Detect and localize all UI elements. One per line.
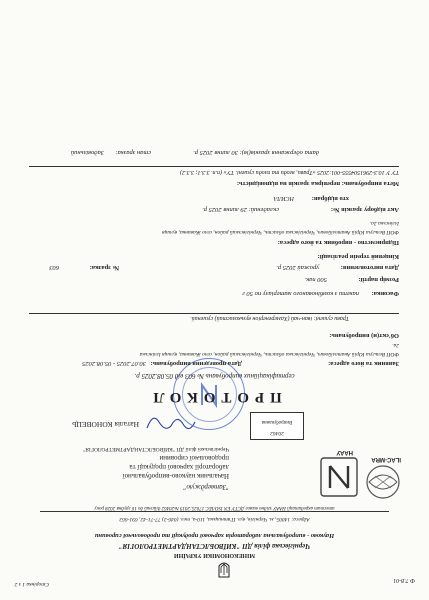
form-code: Ф 7.8-01: [393, 577, 415, 583]
applicant-line-2: 2а.: [392, 342, 399, 348]
object-underline: [29, 313, 399, 314]
sampled-by-label: хто відібрав:: [311, 195, 349, 202]
receipt-date: дата одержання зразків(ів): 30 липня 2025 р.: [193, 149, 319, 156]
sample-number-value: 603: [49, 264, 59, 271]
producer-line-2: Іллінська 2а.: [369, 220, 399, 226]
sampled-by-value: НСИЛА: [273, 195, 294, 201]
object-value: Трави сушені: іван-чай (Хамеренеріон вузьколистий) сушений.: [190, 315, 349, 321]
producer-line-1: ФОП Вельгуш Юрій Анатолійович, Чернігівська область, Чернігівський район, село Жавинка, вулиця: [162, 229, 399, 235]
stamp-box-label: Випробування: [261, 419, 293, 424]
lab-name: Науково - випробувальна лабораторія харчової продукції та продовольчої сировини: [94, 532, 335, 539]
packaging-label: Фасовка:: [371, 290, 399, 297]
doc-title: ПРОТОКОЛ: [147, 389, 282, 405]
emblem-icon: [217, 559, 231, 579]
page-number: Сторінка 1 з 2: [14, 581, 49, 587]
purpose-underline: [29, 166, 399, 167]
ministry-name: МІНЕКОНОМІКИ УКРАЇНИ: [173, 552, 256, 558]
branch-name: Чернігівська філія ДП "КИЇВОБЛСТАНДАРТМЕТРОЛОГІЯ": [118, 542, 311, 550]
approve-line-4: Чернігівської філії ДП "КИЇВОБЛСТАНДАРТМЕТРОЛОГІЯ": [83, 446, 229, 452]
producer-label: Підприємство - виробник та його адреса:: [277, 239, 399, 246]
accreditation-stamp-box: [250, 412, 304, 440]
packaging-value: пакети з комбінованого матеріалу по 50 г: [242, 290, 359, 297]
naau-logo: НААУ: [315, 448, 359, 498]
sample-state-value: Задовільний: [70, 149, 104, 156]
purpose-value: ТУ У 10.3-2961504555-001:2025 «Трави, ягоди та плоди сушені. ТУ» (п.п. 3.3.1; 3.3.2): [180, 169, 399, 175]
manufacture-date-label: Дата виготовлення:: [340, 264, 399, 271]
batch-value: 500 пак.: [304, 276, 327, 283]
header-divider: [40, 511, 389, 512]
doc-number: сертифікаційних випробувань № 603 від 05.08.2025 р.: [134, 372, 295, 380]
lab-address: Адреса: 14005, м. Чернігів, вул. П'ятницька, 110-а, тел. (046-2) 77-71-42, 691-663: [119, 516, 310, 522]
test-dates-label: Дата проведення випробувань:: [150, 360, 242, 367]
approve-line-1: Начальник науково-випробувальної: [122, 472, 229, 480]
approve-title: "Затверджую": [183, 483, 229, 491]
sample-number-label: № зразка:: [89, 264, 119, 271]
test-dates-value: 30.07.2025 - 05.08.2025: [82, 360, 146, 367]
batch-label: Розмір партії:: [358, 276, 399, 283]
manufacture-date-value: урожай 2025 р.: [276, 264, 319, 271]
stamp-box-number: 20462: [270, 430, 284, 436]
approve-line-2: лабораторії харчової продукції та: [129, 463, 229, 471]
applicant-label: Заявник та його адреса:: [328, 360, 399, 367]
sample-state-label: стан зразка:: [115, 149, 151, 156]
object-label: Об'єкт(и) випробувань:: [329, 332, 399, 339]
shelf-life-label: Кінцевий термін реалізації:: [317, 253, 399, 260]
act-label: Акт відбору зразків №:: [330, 206, 399, 213]
accreditation-line: атестат акредитації НААУ згідно вимог ДСТУ EN ISO/IEC 17025:2019 №20462 дійсний до 16 грудня 2028 року: [94, 505, 335, 510]
applicant-line-1: ФОП Вельгуш Юрій Анатолійович, Чернігівська область, Чернігівський район, село Жавинка, вулиця Іллінська: [139, 351, 399, 357]
act-value: складений: 29 липня 2025 р.: [202, 206, 279, 213]
approve-line-3: продовольчої сировини: [159, 454, 229, 462]
purpose-label: Мета випробувань: перевірка зразків на відповідність:: [236, 180, 399, 187]
ilac-mra-logo: ILAC-MRA: [361, 448, 405, 500]
signer-name: Наталія КОНОВЕЦЬ: [72, 420, 139, 429]
